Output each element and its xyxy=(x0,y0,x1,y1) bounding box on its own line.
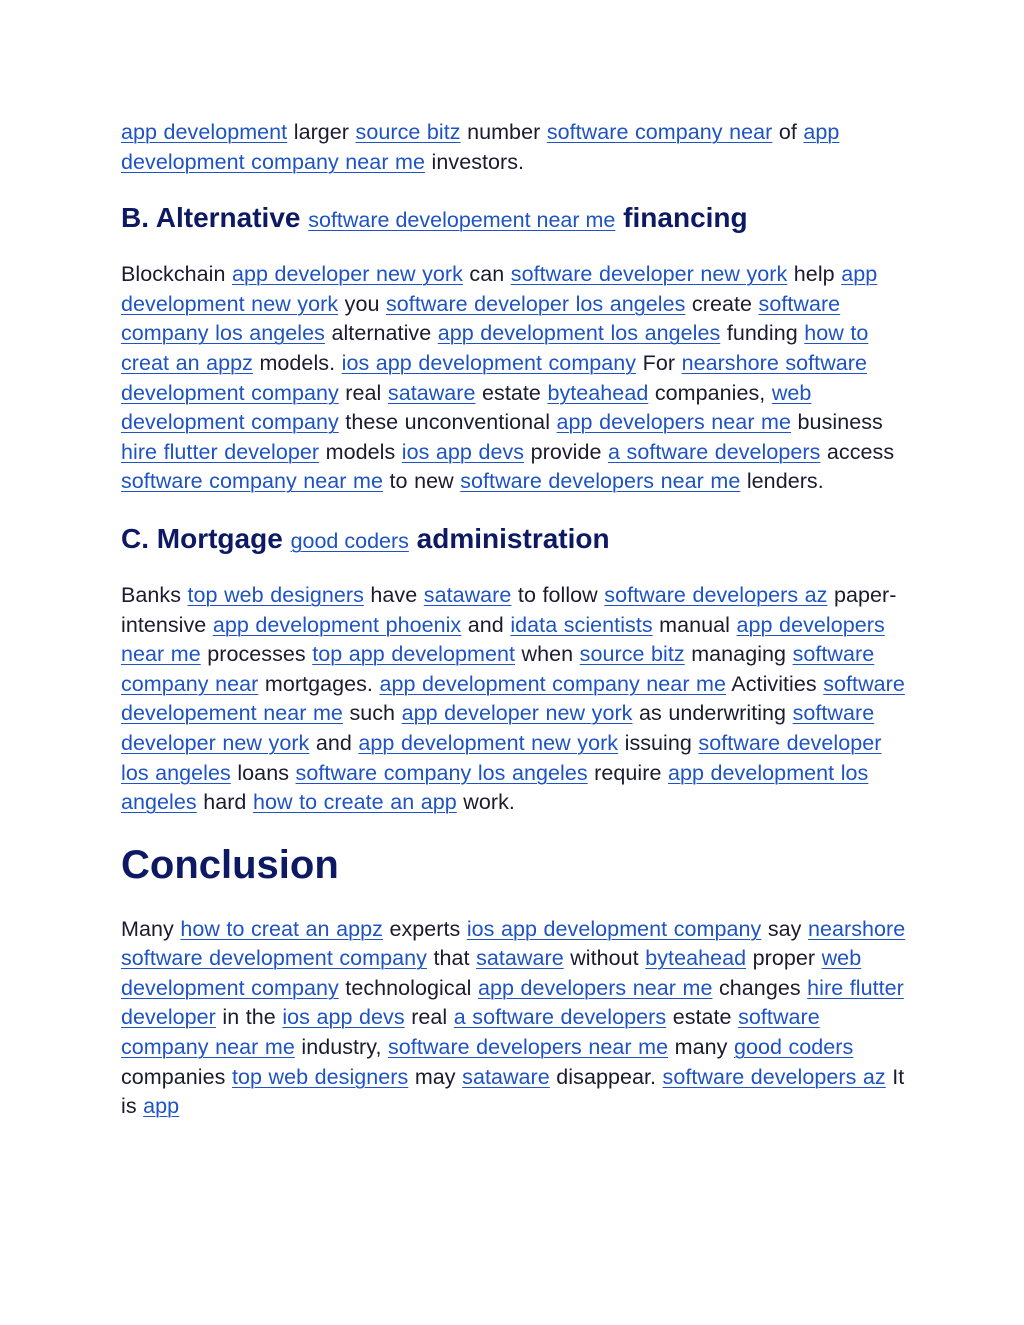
text-run: loans xyxy=(230,760,296,785)
text-run: to new xyxy=(383,469,461,494)
inline-link[interactable]: app developer new york xyxy=(232,262,463,287)
text-run: you xyxy=(338,291,386,316)
document-page xyxy=(121,118,911,1122)
inline-link[interactable]: nearshore software development company xyxy=(121,350,868,405)
text-run: number xyxy=(460,120,547,144)
inline-link[interactable]: app developers near me xyxy=(556,410,792,435)
text-run: manual xyxy=(652,612,737,637)
text-run: help xyxy=(787,262,842,287)
text-run: issuing xyxy=(618,730,699,755)
inline-link[interactable]: software company los angeles xyxy=(121,291,841,346)
text-run: models xyxy=(319,439,402,464)
text-run: estate xyxy=(475,380,548,405)
text-run: administration xyxy=(408,522,610,554)
text-run: provide xyxy=(524,439,609,464)
text-run: say xyxy=(761,916,808,941)
inline-link[interactable]: software developer new york xyxy=(121,701,875,755)
inline-link[interactable]: software developers az xyxy=(604,582,828,607)
text-run: such xyxy=(342,701,402,726)
inline-link[interactable]: source bitz xyxy=(579,642,685,667)
text-run: changes xyxy=(712,975,808,1000)
text-run: many xyxy=(668,1035,734,1060)
text-run: may xyxy=(408,1064,463,1089)
text-run: disappear. xyxy=(549,1064,663,1089)
inline-link[interactable]: software developer new york xyxy=(510,262,788,287)
text-run: hard xyxy=(196,790,253,815)
text-run: technological xyxy=(338,975,478,1000)
inline-link[interactable]: good coders xyxy=(290,528,409,553)
text-run: as underwriting xyxy=(632,701,793,726)
text-run: investors. xyxy=(425,149,525,174)
inline-link[interactable]: app developers near me xyxy=(121,612,885,667)
heading-mortgage-administration xyxy=(121,521,911,559)
inline-link[interactable]: software company near xyxy=(121,642,875,696)
text-run: Activities xyxy=(726,671,824,696)
text-run: Banks xyxy=(121,582,188,607)
inline-link[interactable]: a software developers xyxy=(453,1005,667,1030)
inline-link[interactable]: web development company xyxy=(121,380,812,435)
inline-link[interactable]: how to creat an appz xyxy=(180,916,383,941)
text-run: funding xyxy=(720,321,805,346)
text-run: managing xyxy=(684,642,793,667)
text-run: and xyxy=(461,612,511,637)
text-run: real xyxy=(338,380,388,405)
inline-link[interactable]: sataware xyxy=(423,582,512,607)
inline-link[interactable]: app development los angeles xyxy=(437,321,721,346)
text-run: work. xyxy=(456,790,515,815)
text-run: require xyxy=(587,760,668,785)
text-run: these unconventional xyxy=(338,410,557,435)
heading-conclusion: Conclusion xyxy=(121,842,339,887)
inline-link[interactable]: top web designers xyxy=(187,582,364,607)
inline-link[interactable]: a software developers xyxy=(608,439,821,464)
text-run: estate xyxy=(666,1005,739,1030)
paragraph-alternative-financing xyxy=(121,260,911,497)
inline-link[interactable]: software developer los angeles xyxy=(121,730,882,785)
inline-link[interactable]: nearshore software development company xyxy=(121,916,906,971)
inline-link[interactable]: software company near me xyxy=(121,1005,820,1060)
inline-link[interactable]: app development los angeles xyxy=(121,760,869,815)
text-run: without xyxy=(563,946,646,971)
text-run: It is xyxy=(121,1064,905,1119)
text-run: Many xyxy=(121,916,181,941)
text-run: in the xyxy=(215,1005,283,1030)
inline-link[interactable]: byteahead xyxy=(645,946,747,971)
inline-link[interactable]: sataware xyxy=(476,946,564,971)
inline-link[interactable]: app development phoenix xyxy=(212,612,462,637)
text-run: and xyxy=(309,730,359,755)
inline-link[interactable]: ios app development company xyxy=(466,916,762,941)
text-run: proper xyxy=(746,946,822,971)
inline-link[interactable]: web development company xyxy=(121,946,862,1000)
text-run: companies xyxy=(121,1064,232,1089)
inline-link[interactable]: app development company near me xyxy=(379,671,727,696)
inline-link[interactable]: hire flutter developer xyxy=(121,439,320,464)
inline-link[interactable]: software developers near me xyxy=(460,469,741,494)
text-run: create xyxy=(685,291,759,316)
text-run: mortgages. xyxy=(258,671,380,696)
inline-link[interactable]: sataware xyxy=(462,1064,550,1089)
paragraph-conclusion xyxy=(121,915,911,1122)
text-run: financing xyxy=(615,202,748,234)
inline-link[interactable]: app development company near me xyxy=(121,120,840,174)
text-run: Blockchain xyxy=(121,262,232,287)
text-run: processes xyxy=(200,642,313,667)
inline-link[interactable]: source bitz xyxy=(355,120,461,144)
inline-link[interactable]: app development xyxy=(121,120,288,144)
inline-link[interactable]: ios app development company xyxy=(341,350,637,375)
inline-link[interactable]: sataware xyxy=(387,380,476,405)
text-run: of xyxy=(772,120,804,144)
text-run: when xyxy=(515,642,580,667)
text-run: experts xyxy=(382,916,467,941)
text-run: real xyxy=(404,1005,454,1030)
text-run: industry, xyxy=(294,1035,388,1060)
inline-link[interactable]: software developer los angeles xyxy=(386,291,686,316)
inline-link[interactable]: byteahead xyxy=(547,380,649,405)
paragraph-mortgage-administration xyxy=(121,581,911,818)
inline-link[interactable]: good coders xyxy=(733,1035,854,1060)
text-run: can xyxy=(462,262,511,287)
text-run: that xyxy=(426,946,477,971)
inline-link[interactable]: top app development xyxy=(312,642,516,667)
text-run: C. Mortgage xyxy=(121,522,291,554)
text-run: have xyxy=(363,582,424,607)
text-run: access xyxy=(820,439,895,464)
inline-link[interactable]: idata scientists xyxy=(510,612,653,637)
text-run: lenders. xyxy=(740,469,824,494)
inline-link[interactable]: how to creat an appz xyxy=(121,321,869,375)
inline-link[interactable]: software developers near me xyxy=(388,1035,669,1060)
inline-link[interactable]: software company los angeles xyxy=(295,760,588,785)
inline-link[interactable]: software developers az xyxy=(662,1064,886,1089)
inline-link[interactable]: hire flutter developer xyxy=(121,975,904,1030)
inline-link[interactable]: how to create an app xyxy=(252,790,457,815)
text-run: paper-intensive xyxy=(121,582,897,637)
inline-link[interactable]: ios app devs xyxy=(282,1005,405,1030)
inline-link[interactable]: software company near xyxy=(546,120,773,144)
text-run: business xyxy=(791,410,883,435)
inline-link[interactable]: ios app devs xyxy=(401,439,525,464)
paragraph-intro xyxy=(121,118,911,177)
text-run: models. xyxy=(252,350,342,375)
text-run: For xyxy=(636,350,682,375)
text-run: alternative xyxy=(324,321,438,346)
inline-link[interactable]: software company near me xyxy=(121,469,384,494)
inline-link[interactable]: app xyxy=(143,1094,180,1119)
text-run: companies, xyxy=(648,380,772,405)
heading-alternative-financing xyxy=(121,200,911,238)
inline-link[interactable]: app developers near me xyxy=(477,975,713,1000)
inline-link[interactable]: software developement near me xyxy=(121,671,905,726)
inline-link[interactable]: software developement near me xyxy=(308,208,616,233)
text-run: larger xyxy=(287,120,356,144)
text-run: B. Alternative xyxy=(121,202,309,234)
inline-link[interactable]: top web designers xyxy=(231,1064,409,1089)
inline-link[interactable]: app development new york xyxy=(121,262,878,316)
inline-link[interactable]: app developer new york xyxy=(401,701,633,726)
inline-link[interactable]: app development new york xyxy=(358,730,619,755)
text-run: to follow xyxy=(511,582,605,607)
